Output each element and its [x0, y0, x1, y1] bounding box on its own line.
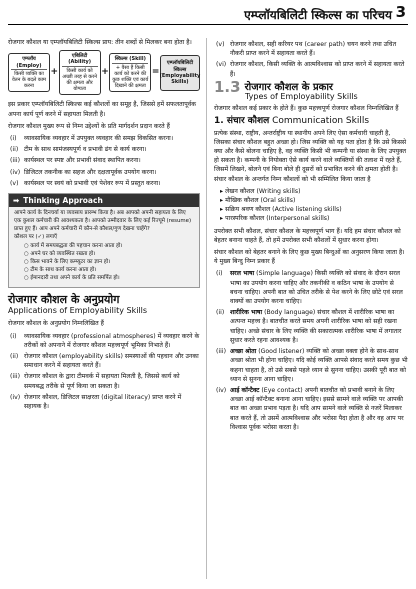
thinking-approach-title: Thinking Approach — [23, 196, 103, 206]
list-item: ▸ लेखन कौशल (Writing skills) — [220, 187, 301, 195]
paragraph-objectives-intro: रोजगार कौशल मुख्य रूप से निम्न उद्देश्यों के प्रति मार्गदर्शन प्रदान करते हैं — [8, 122, 170, 130]
item-text: कार्यस्थल पर स्पष्ट और प्रभावी संवाद स्थापित करना। — [24, 157, 141, 165]
column-divider — [206, 38, 207, 579]
list-item — [216, 269, 408, 306]
item-number: (v) — [10, 179, 19, 187]
flow-box-employ — [8, 53, 50, 92]
thinking-approach-prompt: कौशल पर (✓) लगाएँ — [14, 233, 58, 240]
list-item — [10, 145, 200, 154]
item-number: (i) — [10, 135, 17, 143]
item-number: (ii) — [10, 353, 19, 361]
intro-paragraph: रोजगार कौशल या एम्प्लॉयबिलिटी स्किल्स प्राय: तीन शब्दों से मिलकर बना होता है। — [8, 39, 192, 46]
list-item — [10, 134, 200, 143]
communication-paragraph-2: उपरोक्त सभी कौशल, संचार कौशल के महत्त्वपूर्ण भाग हैं। यदि हम संचार कौशल को बेहतर बनाना चाहते हैं, तो हमें उपरोक्त सभी कौशलों में सुधार करना होगा। — [214, 227, 401, 244]
paragraph-skills-group: इस प्रकार एम्प्लॉयबिलिटी स्किल्स कई कौशलों का समूह है, जिससे हमें सफलतापूर्वक अपना कार्य पूर्ण करने में सहायता मिलती है। — [8, 101, 196, 118]
section-number: 1.3 — [214, 77, 241, 96]
item-number: (i) — [216, 270, 223, 278]
item-number: (iii) — [10, 373, 20, 381]
list-item — [216, 60, 408, 78]
list-item — [216, 308, 408, 345]
flow-box-title: एबिलिटी (Ability) — [62, 53, 98, 66]
item-text: रोजगार कौशल के द्वारा टीमवर्क में सहायता मिलती है, जिससे कार्य को समयबद्ध तरीके से पूर्ण किया जा सकता है। — [24, 373, 180, 390]
flow-box-body: किसी व्यक्ति का वेतन के बदले काम करना — [11, 70, 47, 90]
item-text: रोजगार कौशल, किसी व्यक्ति के आत्मविश्वास को प्राप्त करने में सहायता करते हैं। — [230, 61, 405, 78]
equals-sign: = — [151, 67, 160, 78]
thinking-approach-box — [8, 193, 200, 288]
skills-flow-diagram — [8, 50, 200, 95]
point-term: अच्छा श्रोता — [230, 348, 257, 356]
applications-heading: रोजगार कौशल के अनुप्रयोग — [8, 293, 120, 307]
list-item — [10, 179, 200, 188]
list-item: ▸ सक्रिय श्रवण कौशल (Active listening skills) — [220, 206, 342, 214]
item-text: कार्यस्थल पर स्वयं को प्रभावी एवं पेशेवर रूप में प्रस्तुत करना। — [24, 179, 161, 187]
applications-list-continued — [214, 40, 408, 79]
item-text: (Simple language) किसी व्यक्ति को संवाद के दौरान सरल भाषा का उपयोग करना चाहिए और तकनीकी व कठिन भाषा के उपयोग से बचना चाहिए। अपनी बात को उचित तरीके से पेश करने के लिए छोटे एवं सरल वाक्यों का उपयोग करना चाहिए। — [230, 270, 403, 306]
item-number: (ii) — [216, 309, 225, 317]
thinking-approach-header — [9, 194, 199, 207]
item-text: व्यावसायिक व्यवहार में उपयुक्त व्यवहार की समझ विकसित करना। — [24, 135, 174, 143]
communication-points — [214, 269, 408, 431]
item-text: (Eye contact) अपनी बातचीत को प्रभावी बनाने के लिए अच्छा आई कॉन्टैक्ट बनाना आना चाहिए। इससे सामने वाले व्यक्ति पर आपकी बात का अच्छा प्रभाव पड़ता है। यदि आप सामने वाले व्यक्ति से नजरें मिलाकर बात करते हैं, तो उसमें आत्मविश्वास और भरोसा पैदा होता है और वह आप पर विश्वास पूर्वक भरोसा करता है। — [230, 386, 404, 431]
flow-box-skill — [109, 53, 151, 92]
section-heading — [214, 77, 408, 96]
applications-list — [8, 332, 200, 412]
section-intro: रोजगार कौशल कई प्रकार के होते हैं। कुछ महत्त्वपूर्ण रोजगार कौशल निम्नलिखित हैं — [214, 105, 399, 113]
flow-box-body: किसी कार्य को अच्छी तरह से करने की क्षमता और योग्यता — [62, 67, 98, 93]
plus-sign: + — [101, 67, 109, 78]
item-text: डिजिटल तकनीक का सहज और दक्षतापूर्वक उपयोग करना। — [24, 168, 157, 176]
flow-result-label: एम्प्लॉयबिलिटी स्किल्स (Employability Skills) — [159, 60, 201, 86]
list-item — [216, 347, 408, 384]
list-item — [10, 332, 200, 350]
list-item: ▸ मौखिक कौशल (Oral skills) — [220, 197, 296, 205]
item-number: (iv) — [216, 386, 227, 394]
checkbox-option: ○ टीम के साथ कार्य करना आता हो। — [24, 266, 97, 273]
item-text: टीम के साथ सामंजस्यपूर्ण व प्रभावी ढंग से कार्य करना। — [24, 146, 147, 154]
point-term: शारीरिक भाषा — [230, 309, 263, 317]
item-number: (ii) — [10, 146, 19, 154]
communication-sub-skills — [214, 187, 408, 224]
section-title: रोजगार कौशल के प्रकार — [244, 81, 334, 93]
right-column — [214, 38, 408, 435]
plus-sign: + — [50, 67, 59, 78]
checkbox-option: ○ किस भावने के लिए कम्प्यूटर का ज्ञान हो। — [24, 259, 111, 266]
running-title: एम्प्लॉयबिलिटी स्किल्स का परिचय — [244, 8, 392, 22]
list-item — [216, 386, 408, 432]
point-term: सरल भाषा — [230, 270, 255, 278]
communication-paragraph-3: संचार कौशल को बेहतर बनाने के लिए कुछ मुख्य बिन्दुओं का अनुसरण किया जाता है। ये मुख्य बिन्दु निम्न प्रकार हैं — [214, 249, 405, 266]
checkbox-option: ○ ईमानदारी तथा अपने कार्य के प्रति समर्पित हो। — [24, 274, 120, 281]
checkbox-option: ○ कार्य में समयबद्धता की पहचान करना आता हो। — [24, 243, 123, 250]
item-number: (iii) — [216, 348, 226, 356]
list-item — [10, 393, 200, 411]
communication-paragraph: प्रत्येक संस्था, राष्ट्रीय, अन्तर्राष्ट्रीय या स्थानीय अपने लिए ऐसा कर्मचारी चाहती है, जिसका संचार कौशल बहुत अच्छा हो। जिस व्यक्ति को यह पता होता है कि उसे किससे क्या और कैसे बोलना चाहिए है, वह व्यक्ति किसी भी कम्पनी या संस्था के लिए उपयुक्त हो सकता है। कम्पनी के नियोक्ता ऐसे कार्य करने वाले व्यक्तियों की तलाश में रहते हैं, जिसमें लिखने, बोलने एवं बिना बोले ही दूसरों को प्रभावित करने की क्षमता होती है। संचार कौशल के अन्तर्गत निम्न कौशलों को भी सम्मिलित किया जाता है — [214, 129, 407, 183]
item-number: (iii) — [10, 157, 20, 165]
list-item — [10, 372, 200, 390]
item-text: व्यावसायिक व्यवहार (professional atmospheres) में व्यवहार करने के तरीकों को अपनाने में रोजगार कौशल महत्त्वपूर्ण भूमिका निभाते हैं। — [24, 332, 200, 349]
communication-heading-english: Communication Skills — [272, 116, 370, 127]
item-text: (Good listener) व्यक्ति को अच्छा वक्ता होने के साथ-साथ अच्छा श्रोता भी होना चाहिए। यदि कोई व्यक्ति आपसे संवाद करते समय कुछ भी कहना चाहता है, तो उसे सबसे पहले ध्यान से सुनना चाहिए। उसकी पूरी बात को ध्यान से सुनना आना चाहिए। — [230, 348, 408, 383]
flow-box-ability — [59, 50, 101, 95]
checkbox-option: ○ अपने घर को व्यवस्थित रखता हो। — [24, 251, 96, 258]
page-header — [0, 0, 416, 34]
item-text: (Body language) संचार कौशल में शारीरिक भाषा का अत्यन्त महत्त्व है। बातचीत करते समय अपनी शारीरिक भाषा को सही रखना चाहिए। अच्छे संचार के लिए व्यक्ति की सकारात्मक शारीरिक भाषा में लगातार सुधार करते रहना आवश्यक है। — [230, 309, 402, 344]
flow-box-title: एम्प्लॉय (Employ) — [11, 56, 47, 69]
thinking-approach-text: आपने कार्य के दिनचर्या या व्यवसाय प्रारम्भ किया है। अब आपको अपनी सहायता के लिए एक कुशल कर्मचारी की आवश्यकता है। आपको उम्मीदवार के लिए कई रिज्यूमे (resume) प्राप्त हुए हैं। आप अपने कर्मचारी में कौन-से कौशल/गुण देखना चाहेंगे? — [14, 210, 192, 232]
flow-box-result — [160, 55, 200, 91]
item-text: रोजगार कौशल (employability skills) समस्याओं की पहचान और उनका समाधान करने में सहायता करते हैं। — [24, 353, 199, 370]
thinking-approach-body — [9, 207, 199, 287]
item-text: रोजगार कौशल, सही करियर पथ (career path) चयन करने तथा उचित नौकरी प्राप्त करने में सहायता करते हैं। — [230, 41, 397, 58]
list-item — [10, 168, 200, 177]
item-number: (iv) — [10, 168, 21, 176]
list-item — [10, 352, 200, 370]
item-number: (iv) — [10, 393, 21, 401]
left-column — [8, 38, 200, 414]
point-term: आई कॉन्टैक्ट — [230, 386, 260, 394]
item-number: (vi) — [216, 61, 227, 69]
communication-skills-heading — [214, 117, 408, 126]
list-item: ▸ पारस्परिक कौशल (Interpersonal skills) — [220, 215, 330, 223]
arrow-right-icon: ➡ — [13, 196, 20, 206]
section-title-english: Types of Employability Skills — [245, 92, 358, 102]
item-number: (i) — [10, 332, 17, 340]
applications-intro: रोजगार कौशल के अनुप्रयोग निम्नलिखित हैं — [8, 320, 104, 328]
header-rule — [8, 24, 408, 25]
list-item — [10, 156, 200, 165]
thinking-approach-options — [14, 243, 194, 282]
page-number: 3 — [395, 3, 406, 21]
applications-subheading: Applications of Employability Skills — [8, 306, 148, 316]
communication-heading-hindi: 1. संचार कौशल — [214, 116, 270, 127]
flow-box-title: स्किल्स (Skill) — [112, 56, 148, 63]
objectives-list — [8, 134, 200, 188]
list-item — [216, 40, 408, 58]
flow-box-body: + वैसा हैं किसी कार्य को करने की कुछ शक्ति एवं कार्य दिखाने की क्षमता — [112, 64, 149, 90]
item-text: रोजगार कौशल, डिजिटल साक्षरता (digital literacy) प्राप्त करने में सहायक है। — [24, 393, 182, 411]
item-number: (v) — [216, 41, 225, 48]
